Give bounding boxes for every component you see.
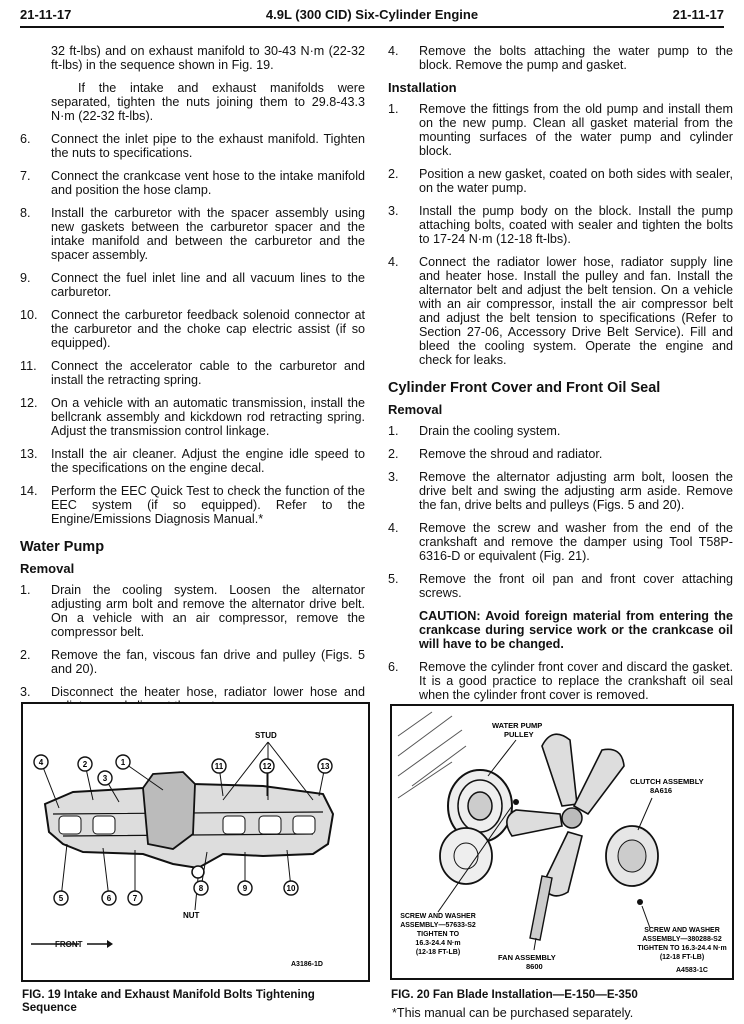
front-cover-removal-list bbox=[388, 424, 733, 600]
clutch-label-1: CLUTCH ASSEMBLY bbox=[630, 777, 704, 786]
fig19-code: A3186-1D bbox=[291, 961, 323, 968]
label-line: ASSEMBLY—57633-S2 bbox=[400, 922, 476, 929]
subsection-installation: Installation bbox=[388, 80, 457, 95]
callout-number: 1 bbox=[120, 758, 126, 767]
list-item bbox=[388, 255, 733, 367]
callout-number: 12 bbox=[262, 762, 272, 771]
callout-number: 4 bbox=[38, 758, 44, 767]
page-title: 4.9L (300 CID) Six-Cylinder Engine bbox=[265, 6, 479, 22]
step-number: 2. bbox=[388, 447, 399, 461]
callout-number: 3 bbox=[102, 774, 108, 783]
step-text: Drain the cooling system. Loosen the alternator adjusting arm bolt and remove the alternator drive belt. On a vehicle with an air compressor, remove the compressor belt. bbox=[51, 583, 365, 639]
callout-leader bbox=[61, 844, 67, 898]
header-rule bbox=[20, 26, 724, 28]
list-item bbox=[388, 521, 733, 563]
callout-number: 11 bbox=[214, 762, 224, 771]
label-line: (12-18 FT-LB) bbox=[659, 954, 705, 961]
step-number: 10. bbox=[20, 308, 38, 322]
label-line: ASSEMBLY—380288-S2 bbox=[642, 936, 722, 943]
list-item bbox=[388, 102, 733, 158]
fan-assembly-label-2: 8600 bbox=[526, 962, 543, 971]
clutch-label-2: 8A616 bbox=[650, 786, 673, 795]
screw-washer-left-label bbox=[400, 913, 476, 956]
manifold-illustration bbox=[23, 704, 368, 980]
step-text: Install the air cleaner. Adjust the engine idle speed to the specifications on the engine decal. bbox=[51, 447, 365, 475]
step-text: Remove the front oil pan and front cover attaching screws. bbox=[419, 572, 733, 600]
step-number: 1. bbox=[20, 583, 31, 597]
front-label: FRONT bbox=[55, 940, 83, 949]
step-number: 7. bbox=[20, 169, 31, 183]
callout-number: 5 bbox=[58, 894, 64, 903]
step-text: Disconnect the heater hose, radiator lower hose and bbox=[51, 685, 365, 699]
list-item bbox=[20, 132, 365, 160]
water-pump-removal-list bbox=[20, 583, 365, 713]
label-line: 16.3-24.4 N·m bbox=[415, 940, 461, 947]
list-item bbox=[20, 648, 365, 676]
list-item bbox=[388, 572, 733, 600]
page-number-right: 21-11-17 bbox=[672, 6, 724, 22]
step-text: Connect the inlet pipe to the exhaust manifold. Tighten the nuts to specifications. bbox=[51, 132, 365, 160]
figure-19 bbox=[21, 702, 370, 982]
step-text: Connect the crankcase vent hose to the intake manifold and position the hose clamp. bbox=[51, 169, 365, 197]
label-line: (12-18 FT-LB) bbox=[415, 949, 461, 956]
step-text: Install the carburetor with the spacer assembly using new gaskets between the carburetor spacer and the intake manifold and between the carburetor and the spacer assembly. bbox=[51, 206, 365, 262]
step-text: Perform the EEC Quick Test to check the function of the EEC system (if so equipped). Refer to the Engine/Emissions Diagnosis Manual.* bbox=[51, 484, 365, 526]
step-number: 2. bbox=[388, 167, 399, 181]
nut-label: NUT bbox=[183, 911, 200, 920]
list-item bbox=[20, 169, 365, 197]
step-number: 1. bbox=[388, 424, 399, 438]
step-text: Remove the alternator adjusting arm bolt, loosen the drive belt and swing the adjusting arm aside. Remove the fan, drive belts and pulleys (Figs. 5 and 20). bbox=[419, 470, 733, 512]
step-text: Remove the screw and washer from the end of the crankshaft and remove the damper using Tool T58P-6316-D or equivalent (Fig. 21). bbox=[419, 521, 733, 563]
label-line: TIGHTEN TO 16.3-24.4 N·m bbox=[637, 945, 727, 952]
right-column bbox=[388, 44, 733, 711]
left-column bbox=[20, 44, 365, 722]
step-text: Position a new gasket, coated on both sides with sealer, on the water pump. bbox=[419, 167, 733, 195]
step-text: Install the pump body on the block. Install the pump attaching bolts, coated with sealer and tighten the bolts to 17-24 N·m (12-18 ft-lbs). bbox=[419, 204, 733, 246]
installation-list bbox=[388, 102, 733, 367]
list-item: 4. Remove the bolts attaching the water pump to the block. Remove the pump and gasket. bbox=[388, 44, 733, 72]
page-number-left: 21-11-17 bbox=[20, 6, 72, 22]
step-number: 3. bbox=[388, 204, 399, 218]
list-item bbox=[388, 204, 733, 246]
callout-number: 13 bbox=[320, 762, 330, 771]
callout-number: 8 bbox=[198, 884, 204, 893]
stud-label: STUD bbox=[255, 731, 277, 740]
list-item bbox=[20, 447, 365, 475]
caution-note: CAUTION: Avoid foreign material from entering the crankcase during service work or the crankcase oil will have to be changed. bbox=[419, 609, 733, 651]
figure-20 bbox=[390, 704, 734, 980]
step-number: 3. bbox=[20, 685, 31, 699]
callout-number: 9 bbox=[242, 884, 248, 893]
list-item bbox=[20, 396, 365, 438]
list-item bbox=[20, 308, 365, 350]
section-title-water-pump: Water Pump bbox=[20, 539, 105, 555]
page-header bbox=[20, 4, 724, 24]
label-line: TIGHTEN TO bbox=[416, 931, 460, 938]
fan-assembly-label-1: FAN ASSEMBLY bbox=[498, 953, 556, 962]
step-text: Remove the fittings from the old pump and install them on the new pump. Clean all gasket material from the mounting surfaces of the water pump and cylinder block. bbox=[419, 102, 733, 158]
step-text: Connect the accelerator cable to the carburetor and install the retracting spring. bbox=[51, 359, 365, 387]
figure-20-caption: FIG. 20 Fan Blade Installation—E-150—E-350 bbox=[391, 988, 638, 1001]
step-text: On a vehicle with an automatic transmission, install the bellcrank assembly and kickdown rod retracting spring. Adjust the transmission control linkage. bbox=[51, 396, 365, 438]
list-item bbox=[20, 583, 365, 639]
subsection-removal: Removal bbox=[388, 402, 443, 417]
step-number: 2. bbox=[20, 648, 31, 662]
list-item bbox=[20, 484, 365, 526]
subsection-removal: Removal bbox=[20, 561, 75, 576]
step-text: Connect the fuel inlet line and all vacuum lines to the carburetor. bbox=[51, 271, 365, 299]
fig20-code: A4583-1C bbox=[676, 967, 708, 974]
step-number: 14. bbox=[20, 484, 38, 498]
callout-number: 2 bbox=[82, 760, 88, 769]
callout-number: 10 bbox=[286, 884, 296, 893]
continued-note: If the intake and exhaust manifolds were separated, tighten the nuts joining them to 29.8-43.3 N·m (22-32 ft-lbs). bbox=[51, 81, 365, 123]
step-number: 9. bbox=[20, 271, 31, 285]
step-number: 5. bbox=[388, 572, 399, 586]
list-item bbox=[388, 424, 733, 438]
step-number: 4. bbox=[388, 521, 399, 535]
label-line: SCREW AND WASHER bbox=[400, 913, 476, 920]
step-number: 3. bbox=[388, 470, 399, 484]
list-item bbox=[20, 206, 365, 262]
step-text: Remove the fan, viscous fan drive and pulley (Figs. 5 and 20). bbox=[51, 648, 365, 676]
step-number: 6. bbox=[20, 132, 31, 146]
list-item bbox=[388, 447, 733, 461]
list-item bbox=[388, 167, 733, 195]
list-item: 6. Remove the cylinder front cover and discard the gasket. It is a good practice to replace the crankshaft oil seal when the cylinder front cover is removed. bbox=[388, 660, 733, 702]
step-text: Remove the shroud and radiator. bbox=[419, 447, 603, 461]
manifold-steps-list bbox=[20, 132, 365, 526]
list-item bbox=[20, 359, 365, 387]
step-number: 12. bbox=[20, 396, 38, 410]
label-line: SCREW AND WASHER bbox=[644, 927, 720, 934]
step-number: 1. bbox=[388, 102, 399, 116]
water-pump-label-1: WATER PUMP bbox=[492, 721, 543, 730]
section-title-front-cover: Cylinder Front Cover and Front Oil Seal bbox=[388, 380, 661, 396]
callout-number: 7 bbox=[132, 894, 138, 903]
list-item bbox=[388, 470, 733, 512]
list-item bbox=[20, 271, 365, 299]
step-number: 11. bbox=[20, 359, 37, 373]
figure-19-caption: FIG. 19 Intake and Exhaust Manifold Bolts Tightening Sequence bbox=[22, 988, 315, 1014]
fan-illustration bbox=[392, 706, 732, 978]
footnote: *This manual can be purchased separately. bbox=[392, 1006, 634, 1020]
continued-text: 32 ft-lbs) and on exhaust manifold to 30-43 N·m (22-32 ft-lbs) in the sequence shown in Fig. 19. bbox=[51, 44, 365, 72]
screw-washer-right-label bbox=[637, 927, 726, 961]
step-text: Drain the cooling system. bbox=[419, 424, 561, 438]
water-pump-label-2: PULLEY bbox=[504, 730, 534, 739]
step-number: 4. bbox=[388, 255, 399, 269]
step-number: 13. bbox=[20, 447, 38, 461]
step-text: Connect the radiator lower hose, radiator supply line and heater hose. Install the pulley and fan. Install the alternator belt and adjust the belt tension. On a vehicle with an air compressor, install the air compressor belt and adjust the belt tension to specifications (Refer to Section 27-06, Accessory Drive Belt Service). Fill and bleed the cooling system. Operate the engine and check for leaks. bbox=[419, 255, 733, 367]
step-number: 8. bbox=[20, 206, 31, 220]
callout-number: 6 bbox=[106, 894, 112, 903]
step-text: Connect the carburetor feedback solenoid connector at the carburetor and the choke cap electric assist (if so equipped). bbox=[51, 308, 365, 350]
